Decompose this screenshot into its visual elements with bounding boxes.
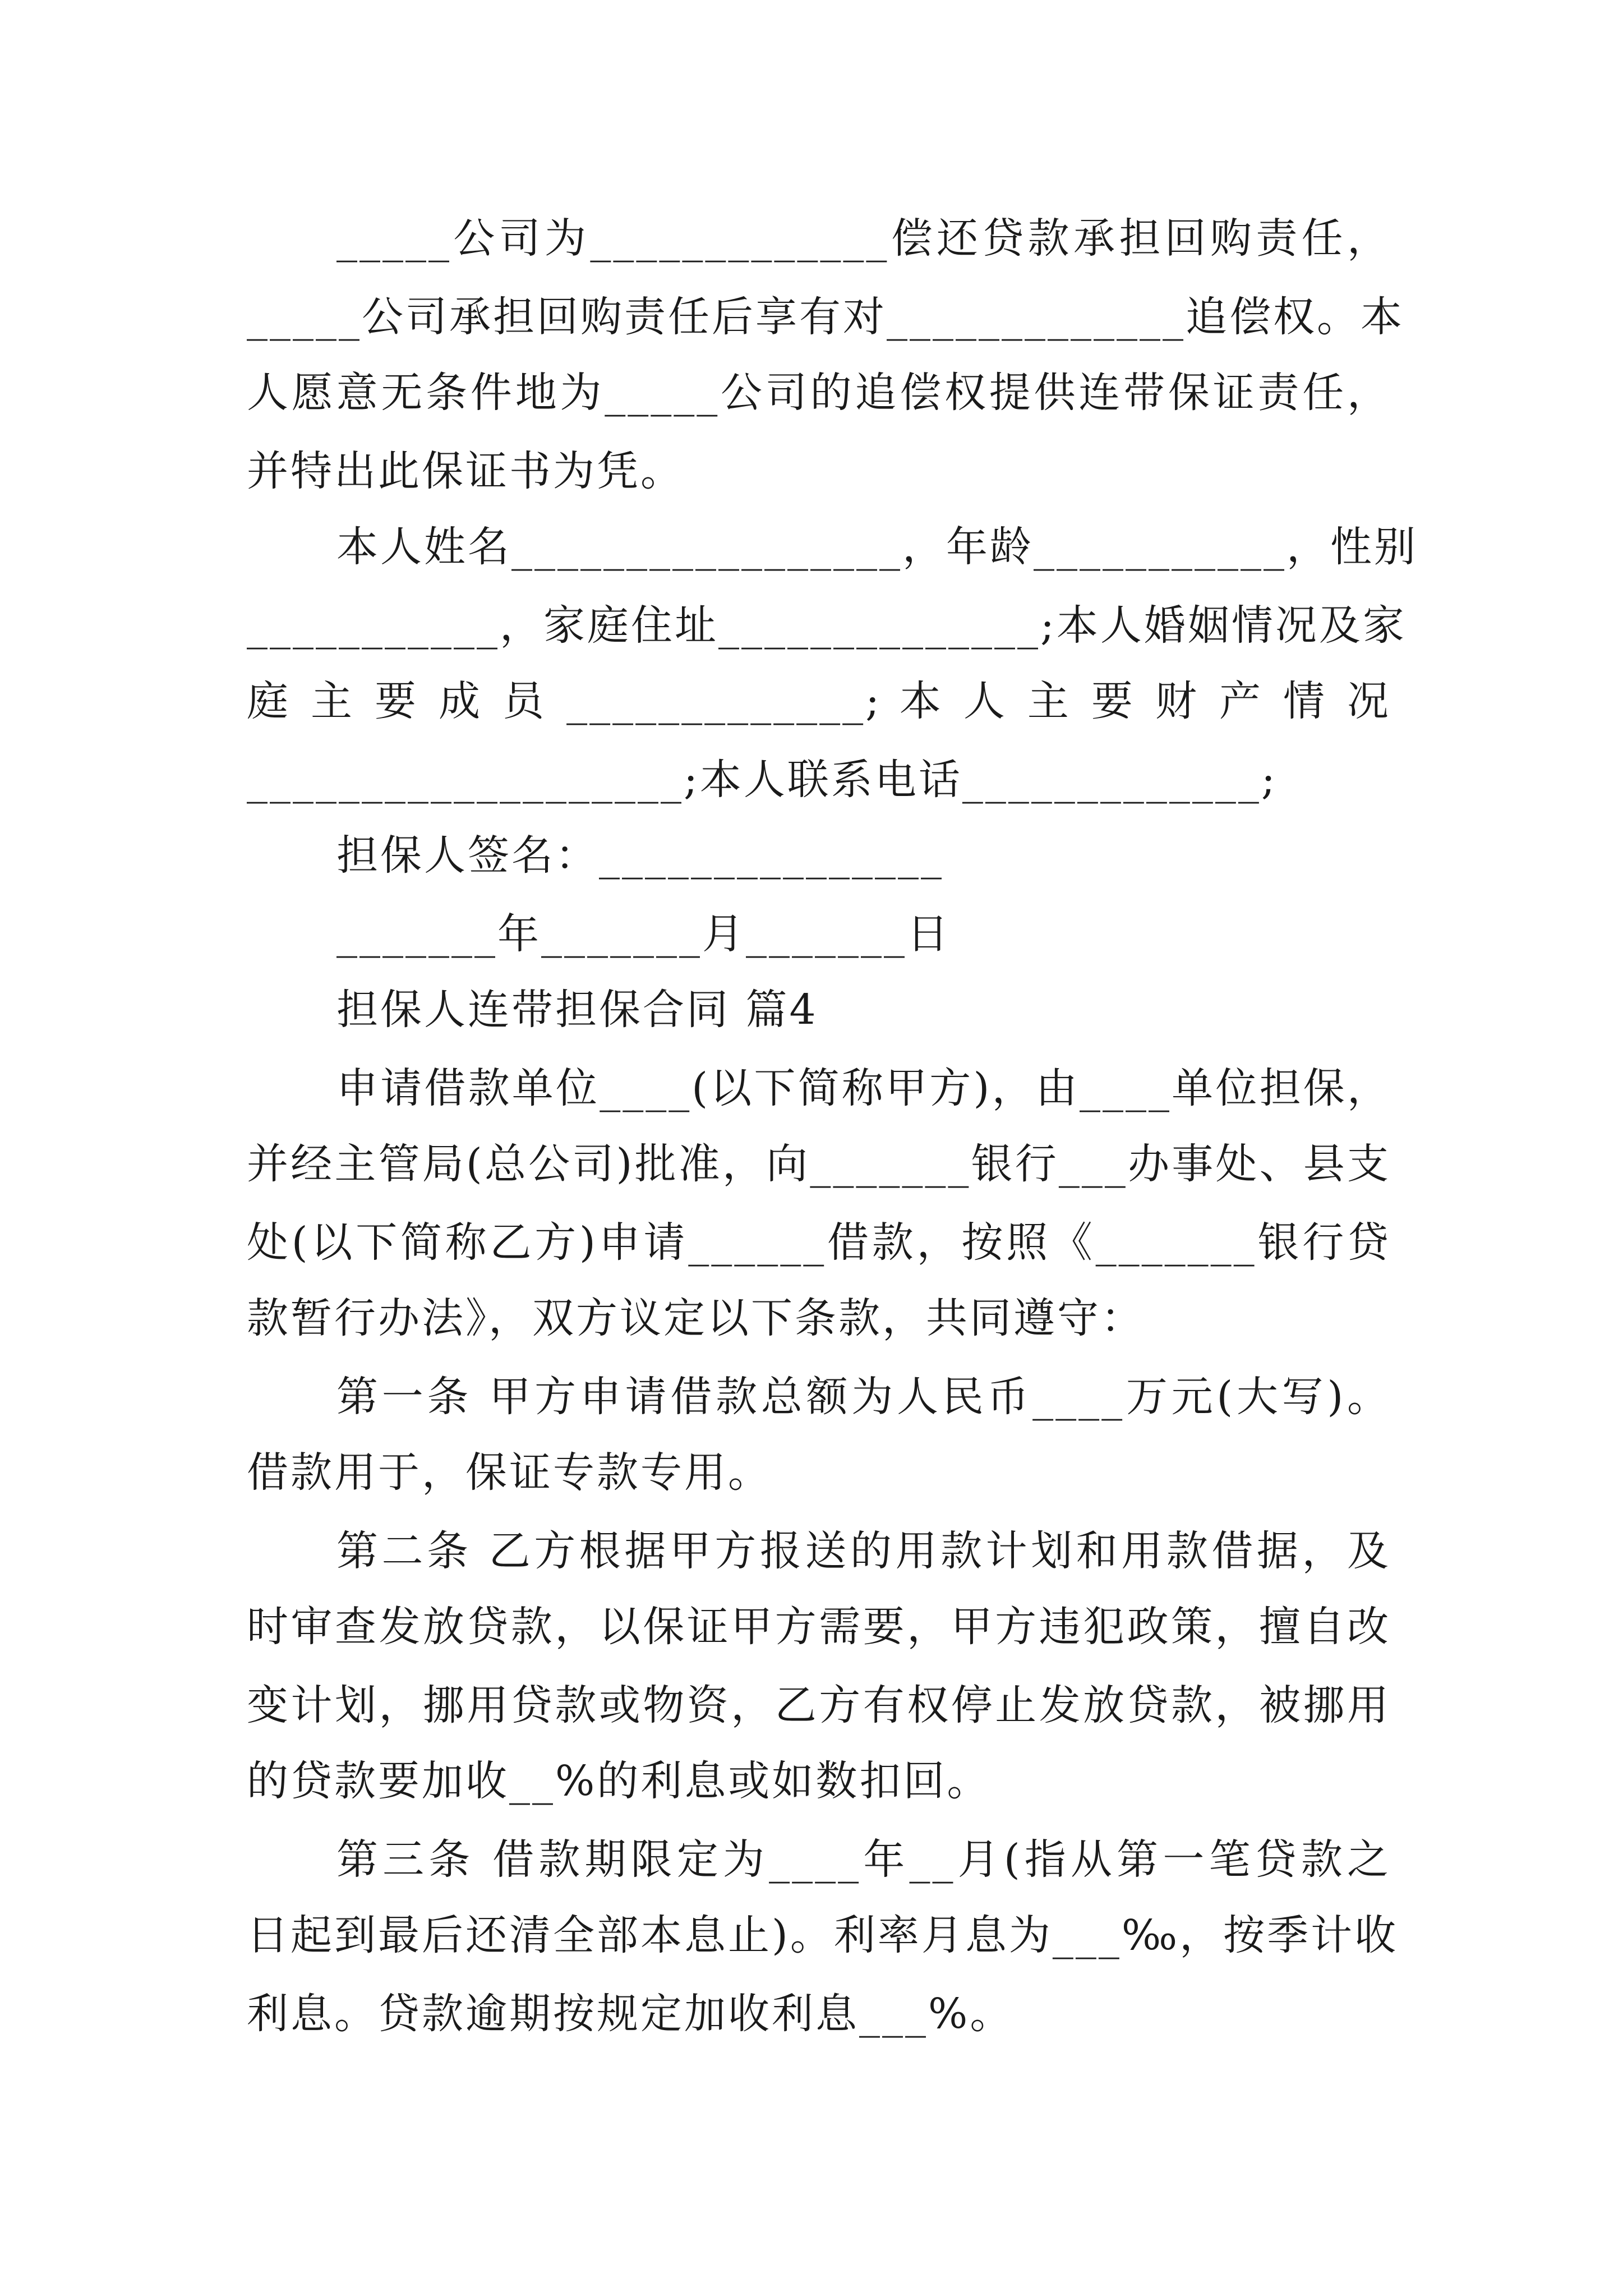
text-line: 变计划，挪用贷款或物资，乙方有权停止发放贷款，被挪用: [247, 1681, 1391, 1729]
text-line: ___________________;本人联系电话_____________;: [247, 756, 1278, 804]
text-line: 并经主管局(总公司)批准，向_______银行___办事处、县支: [247, 1140, 1391, 1188]
text-line: 借款用于，保证专款专用。: [247, 1448, 772, 1497]
text-line: 并特出此保证书为凭。: [247, 447, 684, 495]
text-line: 第三条 借款期限定为____年__月(指从第一笔贷款之: [336, 1835, 1391, 1884]
text-line: 利息。贷款逾期按规定加收利息___%。: [247, 1990, 1014, 2038]
text-line: 庭 主 要 成 员 _____________; 本 人 主 要 财 产 情 况: [247, 677, 1391, 725]
text-line: 款暂行办法》，双方议定以下条款，共同遵守：: [247, 1294, 1145, 1342]
text-line: 日起到最后还清全部本息止)。利率月息为___‰，按季计收: [247, 1911, 1399, 1959]
text-line: 人愿意无条件地为_____公司的追偿权提供连带保证责任，: [247, 369, 1391, 417]
text-line: 的贷款要加收__%的利息或如数扣回。: [247, 1757, 991, 1805]
section-heading: 担保人连带担保合同 篇4: [336, 986, 818, 1034]
text-line: 处(以下简称乙方)申请______借款，按照《_______银行贷: [247, 1218, 1391, 1267]
text-line: ___________，家庭住址______________;本人婚姻情况及家: [247, 601, 1407, 650]
text-line: _____公司承担回购责任后享有对_____________追偿权。本: [247, 293, 1404, 341]
text-line: 申请借款单位____(以下简称甲方)，由____单位担保，: [336, 1064, 1391, 1112]
text-line: 第二条 乙方根据甲方报送的用款计划和用款借据，及: [336, 1527, 1391, 1575]
signature-line: 担保人签名：_______________: [336, 831, 944, 880]
text-line: _____公司为_____________偿还贷款承担回购责任，: [336, 214, 1391, 263]
text-line: 本人姓名_________________，年龄___________，性别: [336, 523, 1418, 571]
text-line: 第一条 甲方申请借款总额为人民币____万元(大写)。: [336, 1373, 1391, 1421]
date-line: _______年_______月_______日: [336, 910, 951, 958]
text-line: 时审查发放贷款，以保证甲方需要，甲方违犯政策，擅自改: [247, 1603, 1391, 1651]
